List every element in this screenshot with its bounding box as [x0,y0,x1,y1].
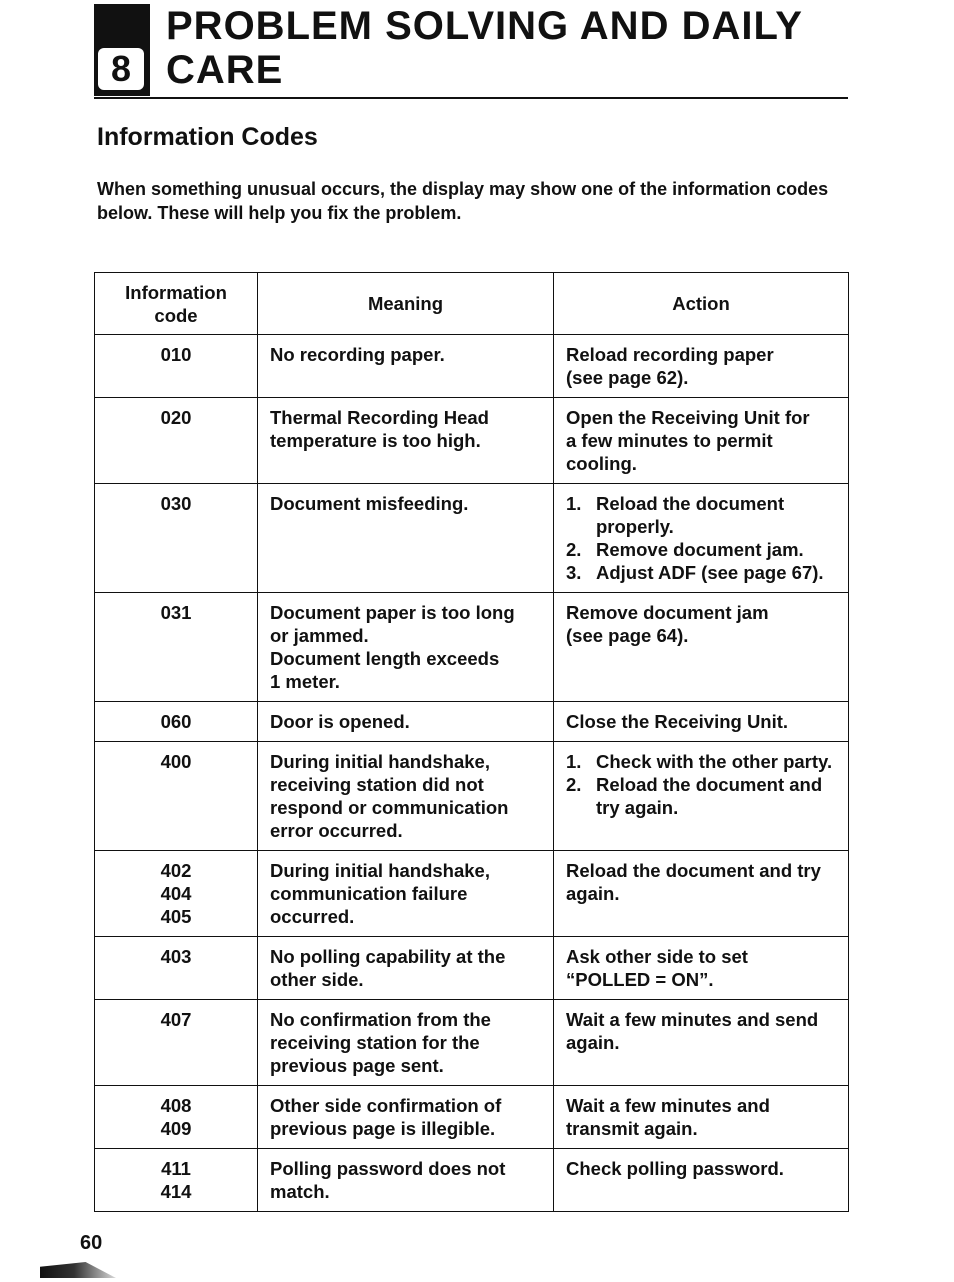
header-action: Action [554,273,849,335]
meaning-text: No confirmation from the [270,1009,491,1030]
information-code: 020 [160,407,192,428]
table-row [95,335,849,398]
action-cell [554,398,849,484]
meaning-text: previous page sent. [270,1055,444,1076]
table-body [95,335,849,1212]
meaning-cell [258,702,554,742]
meaning-text: Document length exceeds [270,648,500,669]
information-code: 408 [160,1095,192,1116]
code-cell [95,1149,258,1212]
action-text: Close the Receiving Unit. [566,711,789,732]
table-row [95,1000,849,1086]
action-cell [554,1000,849,1086]
page-number: 60 [80,1232,103,1254]
action-text: Wait a few minutes and send [566,1009,819,1030]
table-row [95,398,849,484]
action-text: Open the Receiving Unit for [566,407,810,428]
information-code: 030 [160,493,192,514]
meaning-cell [258,851,554,937]
code-cell [95,1000,258,1086]
action-text: Ask other side to set [566,946,748,967]
code-cell [95,742,258,851]
step-text: Adjust ADF (see page 67). [596,562,824,583]
meaning-text: 1 meter. [270,671,340,692]
code-cell [95,398,258,484]
meaning-cell [258,742,554,851]
action-text: “POLLED = ON”. [566,969,714,990]
step-number: 1. [566,751,582,772]
meaning-text: occurred. [270,906,355,927]
information-code: 407 [160,1009,192,1030]
action-step [566,492,836,538]
step-number: 2. [566,774,582,795]
action-cell [554,1149,849,1212]
meaning-text: receiving station did not [270,774,484,795]
meaning-text: Thermal Recording Head [270,407,489,428]
action-text: (see page 62). [566,367,689,388]
section-heading: Information Codes [97,123,318,151]
meaning-text: receiving station for the [270,1032,480,1053]
action-text: again. [566,1032,620,1053]
action-text: again. [566,883,620,904]
intro-paragraph: When something unusual occurs, the display may show one of the information codes below. These will help you fix the problem. [97,179,829,223]
action-steps [566,750,836,819]
meaning-cell [258,1000,554,1086]
action-text: (see page 64). [566,625,689,646]
chapter-title-line-2: CARE [166,48,284,92]
code-cell [95,484,258,593]
meaning-cell [258,593,554,702]
code-cell [95,335,258,398]
action-text: a few minutes to permit [566,430,773,451]
meaning-text: No polling capability at the [270,946,506,967]
information-code: 411 [161,1158,191,1179]
step-number: 2. [566,539,582,560]
table-row [95,742,849,851]
meaning-text: other side. [270,969,364,990]
table-row [95,593,849,702]
chapter-title-line-1: PROBLEM SOLVING AND DAILY [166,4,803,48]
table-header-row [95,273,849,335]
action-text: transmit again. [566,1118,698,1139]
action-text: Wait a few minutes and [566,1095,770,1116]
header-rule [94,97,848,99]
meaning-text: match. [270,1181,330,1202]
table-row [95,484,849,593]
step-text: Remove document jam. [596,539,804,560]
table-row [95,1086,849,1149]
meaning-cell [258,398,554,484]
action-cell [554,702,849,742]
chapter-number: 8 [98,48,144,90]
action-text: Reload recording paper [566,344,774,365]
header-information-code: Information code [95,273,258,335]
action-cell [554,1086,849,1149]
information-code: 405 [160,906,192,927]
action-cell [554,484,849,593]
table-row [95,1149,849,1212]
information-code: 010 [160,344,192,365]
step-text: Check with the other party. [596,751,833,772]
action-step [566,750,836,773]
meaning-text: Document misfeeding. [270,493,469,514]
meaning-cell [258,484,554,593]
code-cell [95,593,258,702]
meaning-text: temperature is too high. [270,430,481,451]
meaning-text: During initial handshake, [270,860,490,881]
code-cell [95,851,258,937]
meaning-text: communication failure [270,883,468,904]
action-cell [554,335,849,398]
meaning-text: respond or communication [270,797,509,818]
action-cell [554,742,849,851]
action-step [566,538,836,561]
meaning-cell [258,335,554,398]
step-number: 3. [566,562,582,583]
meaning-text: During initial handshake, [270,751,490,772]
scan-artifact [40,1262,116,1278]
information-code: 060 [160,711,192,732]
meaning-cell [258,1149,554,1212]
meaning-text: previous page is illegible. [270,1118,496,1139]
meaning-cell [258,1086,554,1149]
meaning-text: Document paper is too long [270,602,515,623]
step-number: 1. [566,493,582,514]
information-code: 403 [160,946,192,967]
information-code: 409 [160,1118,192,1139]
action-steps [566,492,836,584]
chapter-title [166,4,803,92]
action-text: Remove document jam [566,602,769,623]
information-code: 402 [160,860,192,881]
meaning-text: or jammed. [270,625,369,646]
code-cell [95,702,258,742]
header-meaning: Meaning [258,273,554,335]
action-cell [554,851,849,937]
action-text: Check polling password. [566,1158,784,1179]
action-cell [554,937,849,1000]
information-code: 414 [160,1181,192,1202]
meaning-text: Polling password does not [270,1158,506,1179]
information-code: 400 [160,751,192,772]
information-codes-table [94,272,849,1212]
table-row [95,937,849,1000]
code-cell [95,1086,258,1149]
meaning-cell [258,937,554,1000]
code-cell [95,937,258,1000]
information-code: 404 [160,883,192,904]
action-step [566,561,836,584]
action-text: Reload the document and try [566,860,821,881]
meaning-text: error occurred. [270,820,403,841]
step-text: Reload the document and try again. [596,774,823,818]
action-step [566,773,836,819]
meaning-text: Other side confirmation of [270,1095,502,1116]
information-code: 031 [160,602,192,623]
meaning-text: No recording paper. [270,344,445,365]
action-text: cooling. [566,453,637,474]
step-text: Reload the document properly. [596,493,785,537]
meaning-text: Door is opened. [270,711,410,732]
table-row [95,702,849,742]
table-row [95,851,849,937]
action-cell [554,593,849,702]
